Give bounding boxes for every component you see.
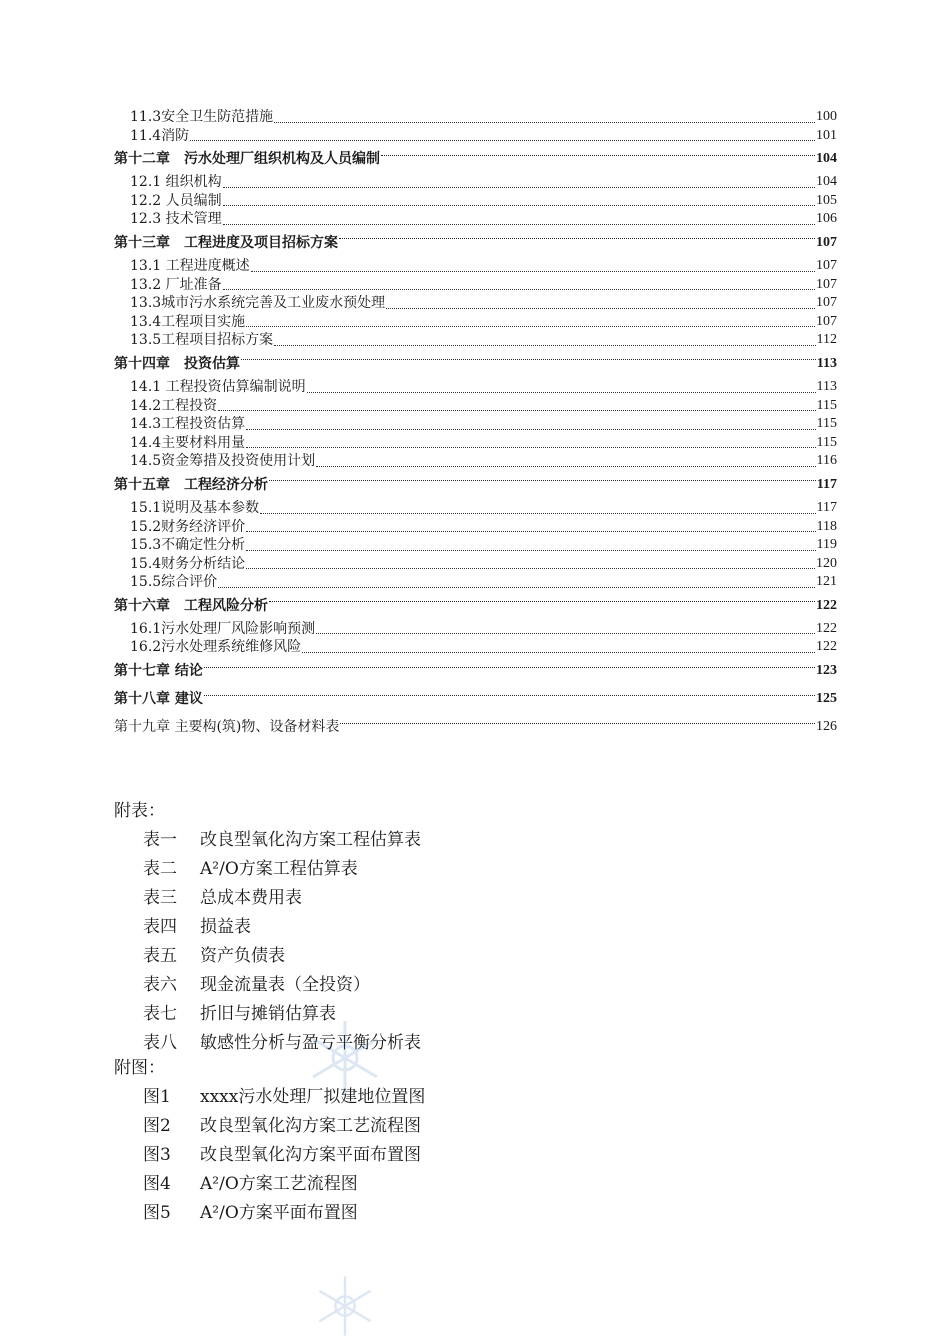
toc-leader-dots [218,586,815,588]
toc-leader-dots [190,139,815,141]
appendix-figure-item-title: A²/O方案工艺流程图 [200,1174,358,1194]
toc-leader-dots [246,549,815,551]
toc-entry[interactable] [114,173,837,192]
appendix-table-item [114,942,421,971]
toc-entry-page: 115 [816,397,837,413]
toc-leader-dots [302,651,815,653]
toc-leader-dots [218,409,815,411]
toc-chapter-entry[interactable] [114,350,837,378]
toc-entry-label: 15.4财务分析结论 [130,555,246,572]
toc-chapter-entry[interactable] [114,229,837,257]
toc-leader-dots [316,632,815,634]
toc-entry[interactable] [114,555,837,574]
appendix-figure-item-title: xxxx污水处理厂拟建地位置图 [200,1087,426,1107]
appendix-table-item-key: 表四 [143,917,177,937]
toc-entry-page: 107 [816,257,837,273]
appendix-table-item-key: 表八 [143,1033,177,1053]
toc-chapter-entry[interactable] [114,685,837,713]
appendix-figure-item [114,1170,425,1199]
toc-leader-dots [381,154,815,156]
toc-entry-page: 118 [816,518,837,534]
toc-entry-label: 13.4工程项目实施 [130,313,246,330]
toc-leader-dots [223,288,815,290]
appendix-table-item [114,855,421,884]
appendix-table-item [114,884,421,913]
toc-entry-label: 16.2污水处理系统维修风险 [130,639,302,656]
toc-leader-dots [251,270,815,272]
toc-entry-label: 12.1 组织机构 [130,174,222,191]
appendix-table-item-key: 表六 [143,975,177,995]
toc-entry-label: 13.2 厂址准备 [130,276,222,293]
appendix-table-item-title: 现金流量表（全投资） [200,975,370,995]
toc-entry-label: 14.2工程投资 [130,397,218,414]
toc-entry-page: 117 [816,499,837,515]
toc-entry[interactable] [114,434,837,453]
toc-entry[interactable] [114,397,837,416]
toc-entry-page: 122 [816,597,837,613]
toc-entry-label: 15.1说明及基本参数 [130,499,260,516]
appendix-table-item-title: 资产负债表 [200,946,285,966]
toc-leader-dots [246,567,815,569]
toc-entry-label: 13.3城市污水系统完善及工业废水预处理 [130,295,386,312]
toc-entry-page: 117 [816,476,837,492]
toc-leader-dots [274,121,815,123]
toc-leader-dots [274,344,815,346]
toc-leader-dots [204,694,815,696]
snowflake-watermark-icon [306,1270,384,1342]
toc-entry-label: 14.5资金筹措及投资使用计划 [130,453,316,470]
appendix-table-item-key: 表二 [143,859,177,879]
appendix-figure-item [114,1112,425,1141]
toc-entry-page: 107 [816,276,837,292]
toc-leader-dots [316,465,815,467]
toc-entry[interactable] [114,276,837,295]
toc-entry-label: 14.1 工程投资估算编制说明 [130,378,306,395]
toc-entry-label: 15.5综合评价 [130,574,218,591]
toc-entry[interactable] [114,210,837,229]
appendix-table-item [114,971,421,1000]
toc-entry-page: 121 [816,574,837,590]
appendix-figures-title: 附图： [114,1058,165,1078]
toc-chapter-entry[interactable] [114,592,837,620]
toc-chapter-entry[interactable] [114,471,837,499]
toc-leader-dots [386,307,815,309]
toc-leader-dots [246,428,815,430]
toc-entry-page: 107 [816,313,837,329]
toc-entry[interactable] [114,452,837,471]
toc-leader-dots [339,237,815,239]
appendix-figure-item-key: 图5 [143,1203,171,1223]
toc-entry-page: 115 [816,416,837,432]
toc-entry-page: 122 [816,620,837,636]
toc-entry[interactable] [114,192,837,211]
appendix-figure-item-title: A²/O方案平面布置图 [200,1203,358,1223]
toc-entry[interactable] [114,331,837,350]
toc-leader-dots [246,325,815,327]
toc-entry-page: 100 [816,109,837,124]
appendix-table-item-title: 敏感性分析与盈亏平衡分析表 [200,1033,421,1053]
snowflake-watermark-icon [300,1013,390,1103]
toc-leader-dots [223,223,815,225]
toc-entry-label: 第十五章 工程经济分析 [114,476,268,493]
appendix-tables-title: 附表： [114,801,165,821]
toc-entry-label: 14.3工程投资估算 [130,416,246,433]
toc-entry-label: 第十九章 主要构(筑)物、设备材料表 [114,719,340,736]
appendix-figure-item-key: 图4 [143,1174,171,1194]
toc-entry[interactable] [114,313,837,332]
toc-entry-page: 104 [816,151,837,167]
toc-entry-page: 115 [816,434,837,450]
toc-entry-page: 113 [816,378,837,394]
appendix-figure-item-title: 改良型氧化沟方案平面布置图 [200,1145,421,1165]
toc-leader-dots [269,479,816,481]
toc-leader-dots [204,666,815,668]
toc-entry-label: 第十二章 污水处理厂组织机构及人员编制 [114,151,380,168]
toc-leader-dots [260,512,815,514]
toc-entry-label: 第十三章 工程进度及项目招标方案 [114,234,338,251]
toc-leader-dots [246,530,815,532]
toc-entry[interactable] [114,108,837,127]
appendix-figure-item [114,1141,425,1170]
toc-entry-page: 107 [816,234,837,250]
toc-entry-label: 第十七章 结论 [114,663,203,680]
toc-entry-page: 112 [816,332,837,348]
toc-entry[interactable] [114,518,837,537]
toc-entry-label: 第十八章 建议 [114,691,203,708]
toc-leader-dots [340,722,815,724]
appendix-table-item-title: 改良型氧化沟方案工程估算表 [200,830,421,850]
toc-entry-page: 126 [816,719,837,735]
toc-entry-label: 12.3 技术管理 [130,211,222,228]
toc-entry-page: 113 [816,355,837,371]
toc-entry[interactable] [114,127,837,146]
toc-entry-label: 13.5工程项目招标方案 [130,332,274,349]
appendix-table-item-title: A²/O方案工程估算表 [200,859,358,879]
appendix-figure-item-title: 改良型氧化沟方案工艺流程图 [200,1116,421,1136]
toc-entry-page: 105 [816,192,837,208]
appendix-table-item [114,826,421,855]
toc-entry-label: 第十六章 工程风险分析 [114,597,268,614]
appendix-table-item-title: 总成本费用表 [200,888,302,908]
toc-entry[interactable] [114,499,837,518]
toc-entry[interactable] [114,536,837,555]
toc-entry-label: 13.1 工程进度概述 [130,257,250,274]
toc-entry-page: 101 [816,127,837,143]
toc-entry-page: 125 [816,691,837,707]
toc-leader-dots [241,358,816,360]
toc-leader-dots [223,204,815,206]
appendix-table-item-key: 表一 [143,830,177,850]
toc-entry-label: 15.3不确定性分析 [130,537,246,554]
toc-entry[interactable] [114,638,837,657]
toc-entry-label: 14.4主要材料用量 [130,434,246,451]
toc-entry[interactable] [114,378,837,397]
toc-leader-dots [307,391,816,393]
appendix-table-item-title: 损益表 [200,917,251,937]
toc-leader-dots [246,446,815,448]
toc-entry[interactable] [114,620,837,639]
toc-entry-label: 16.1污水处理厂风险影响预测 [130,620,316,637]
appendix-figures-list [114,1083,425,1228]
appendix-figure-item [114,1199,425,1228]
toc-entry-page: 107 [816,295,837,311]
appendix-table-item-key: 表三 [143,888,177,908]
toc-entry-page: 119 [816,537,837,553]
toc-leader-dots [223,186,815,188]
toc-entry-label: 第十四章 投资估算 [114,355,240,372]
toc-entry-label: 12.2 人员编制 [130,192,222,209]
toc-chapter-entry[interactable] [114,657,837,685]
toc-chapter-entry[interactable] [114,713,837,741]
table-of-contents [114,108,837,741]
toc-entry-page: 104 [816,174,837,190]
toc-entry[interactable] [114,294,837,313]
toc-entry-label: 11.4消防 [130,127,190,144]
toc-entry[interactable] [114,573,837,592]
toc-entry-page: 120 [816,555,837,571]
appendix-figure-item-key: 图1 [143,1087,171,1107]
appendix-figure-item-key: 图3 [143,1145,171,1165]
appendix-table-item [114,913,421,942]
appendix-figure-item-key: 图2 [143,1116,171,1136]
appendix-table-item-key: 表五 [143,946,177,966]
appendix-table-item-key: 表七 [143,1004,177,1024]
toc-entry-label: 15.2财务经济评价 [130,518,246,535]
toc-entry-page: 106 [816,211,837,227]
toc-entry[interactable] [114,257,837,276]
toc-leader-dots [269,600,815,602]
toc-entry-page: 116 [816,453,837,469]
appendix-table-item-title: 折旧与摊销估算表 [200,1004,336,1024]
toc-entry-label: 11.3安全卫生防范措施 [130,109,274,125]
toc-chapter-entry[interactable] [114,145,837,173]
toc-entry-page: 122 [816,639,837,655]
toc-entry[interactable] [114,415,837,434]
toc-entry-page: 123 [816,663,837,679]
